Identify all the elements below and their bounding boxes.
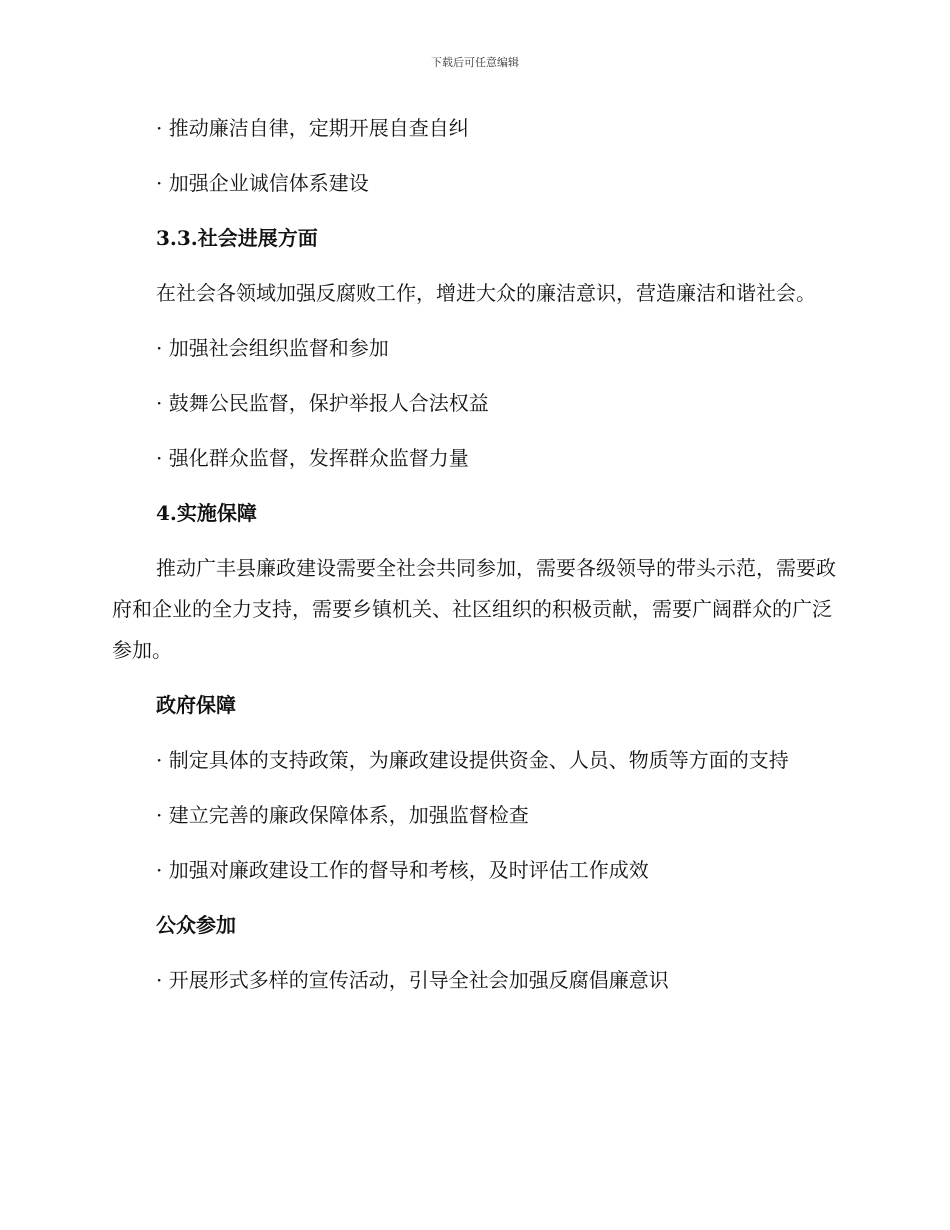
section-heading-implementation: 4.实施保障 bbox=[156, 501, 257, 525]
bullet-item-guarantee-system: · 建立完善的廉政保障体系，加强监督检查 bbox=[156, 803, 529, 827]
document-body bbox=[112, 108, 836, 1015]
bullet-item-citizen-supervision: · 鼓舞公民监督，保护举报人合法权益 bbox=[156, 391, 489, 415]
bullet-item-self-discipline: · 推动廉洁自律，定期开展自查自纠 bbox=[156, 116, 469, 140]
bullet-item-support-policy: · 制定具体的支持政策，为廉政建设提供资金、人员、物质等方面的支持 bbox=[156, 748, 789, 772]
bullet-item-publicity-activities: · 开展形式多样的宣传活动，引导全社会加强反腐倡廉意识 bbox=[156, 968, 669, 992]
paragraph-implementation: 推动广丰县廉政建设需要全社会共同参加，需要各级领导的带头示范，需要政府和企业的全力支持，需要乡镇机关、社区组织的积极贡献，需要广阔群众的广泛参加。 bbox=[112, 556, 836, 662]
subheading-government-support: 政府保障 bbox=[156, 693, 236, 717]
bullet-item-supervision-assessment: · 加强对廉政建设工作的督导和考核，及时评估工作成效 bbox=[156, 858, 649, 882]
paragraph-social-progress: 在社会各领域加强反腐败工作，增进大众的廉洁意识，营造廉洁和谐社会。 bbox=[156, 281, 816, 305]
subheading-public-participation: 公众参加 bbox=[156, 913, 236, 937]
page-header: 下载后可任意编辑 bbox=[431, 56, 519, 69]
bullet-item-social-organization: · 加强社会组织监督和参加 bbox=[156, 336, 389, 360]
bullet-item-mass-supervision: · 强化群众监督，发挥群众监督力量 bbox=[156, 446, 469, 470]
section-heading-social-progress: 3.3.社会进展方面 bbox=[156, 226, 318, 250]
bullet-item-integrity-system: · 加强企业诚信体系建设 bbox=[156, 171, 369, 195]
